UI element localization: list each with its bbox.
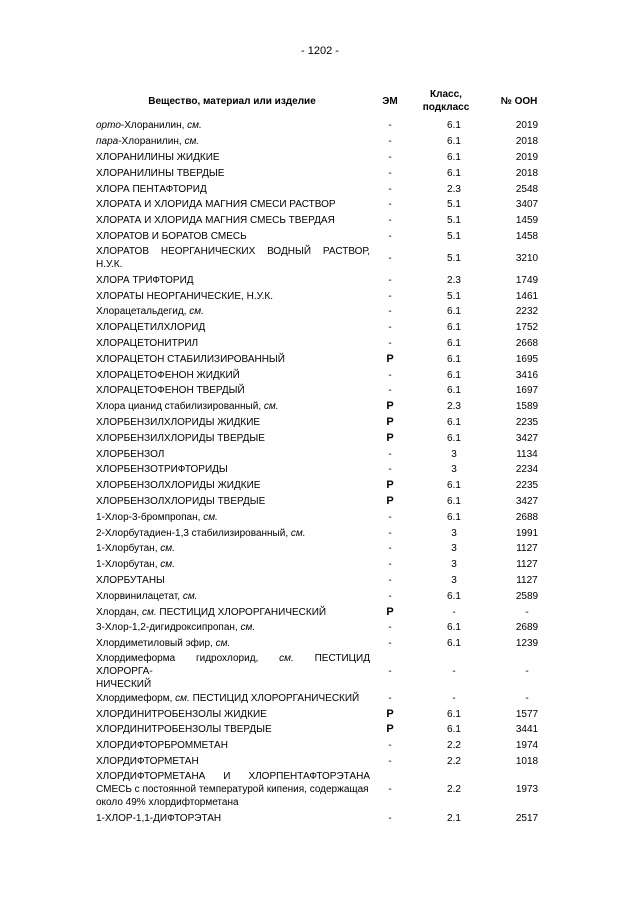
see-reference: см. [184,136,200,148]
un-number-cell: 3427 [515,432,539,444]
substance-name: ХЛОРБЕНЗОЛ [96,448,165,460]
class-cell: 6.1 [447,151,461,163]
header-class-line2: подкласс [422,102,470,113]
substance-name: ХЛОРБЕНЗИЛХЛОРИДЫ ТВЕРДЫЕ [96,432,265,444]
un-number-cell: 1458 [515,230,539,242]
substance-name-cell [96,738,374,754]
un-number-cell: - [525,692,529,704]
un-number-cell: - [525,606,529,618]
class-cell: 6.1 [447,120,461,132]
table-row [96,150,552,166]
class-cell: 6.1 [447,416,461,428]
em-cell: - [388,464,392,476]
table-row [96,118,552,134]
see-reference: см. [215,638,231,650]
un-number-cell: 3407 [515,199,539,211]
table-row [96,229,552,245]
em-cell: - [388,590,392,602]
substance-name: Хлора цианид стабилизированный, [96,401,264,413]
un-number-cell: 2235 [515,480,539,492]
table-row [96,691,552,707]
substance-name: 3-Хлор-1,2-дигидроксипропан, [96,622,241,634]
substance-name: Хлордимеформ, [96,692,176,704]
em-cell: - [388,740,392,752]
em-cell: - [388,274,392,286]
class-cell: 5.1 [447,199,461,211]
substance-name-cell [96,304,374,320]
substance-name: ХЛОРАЦЕТИЛХЛОРИД [96,322,206,334]
class-cell: 2.2 [447,740,461,752]
table-row [96,181,552,197]
un-number-cell: 3427 [515,495,539,507]
substance-name-cell [96,244,374,272]
see-reference: см. [203,511,218,523]
class-cell: 5.1 [447,290,461,302]
table-row [96,415,552,431]
substance-name: ХЛОРБЕНЗИЛХЛОРИДЫ ЖИДКИЕ [96,416,261,428]
table-row [96,288,552,304]
class-cell: 6.1 [447,622,461,634]
substance-name-cell [96,652,374,691]
em-cell: Р [386,707,394,720]
class-cell: 3 [451,574,457,586]
table-row [96,541,552,557]
em-cell: - [388,369,392,381]
substance-name: ХЛОРБЕНЗОЛХЛОРИДЫ ТВЕРДЫЕ [96,495,266,507]
substance-name-cell [96,134,374,150]
header-un: № ООН [500,95,538,107]
see-reference: см. [290,527,306,539]
substance-name-cell [96,525,374,541]
substance-name-cell [96,150,374,166]
un-number-cell: 1749 [515,274,539,286]
class-cell: 6.1 [447,432,461,444]
table-row [96,197,552,213]
un-number-cell: 1752 [515,322,539,334]
table-row [96,769,552,810]
em-cell: - [388,385,392,397]
un-number-cell: 2234 [515,464,539,476]
un-number-cell: 2589 [515,590,539,602]
table-row [96,706,552,722]
substance-name: ХЛОРДИФТОРМЕТАНА И ХЛОРПЕНТАФТОРЭТАНА [96,771,370,783]
class-cell: 6.1 [447,385,461,397]
un-number-cell: 1459 [515,215,539,227]
class-cell: 6.1 [447,495,461,507]
em-cell: - [388,322,392,334]
un-number-cell: 2235 [515,416,539,428]
substance-name: 1-ХЛОР-1,1-ДИФТОРЭТАН [96,812,222,824]
table-row [96,383,552,399]
class-cell: 2.1 [447,812,461,824]
class-cell: 6.1 [447,353,461,365]
substance-name-cell [96,213,374,229]
substance-name-cell [96,197,374,213]
substance-name-cell [96,288,374,304]
substance-name: ХЛОРАНИЛИНЫ ЖИДКИЕ [96,151,220,163]
un-number-cell: 3210 [515,252,539,264]
em-cell: - [388,784,392,796]
substance-name: 1-Хлорбутан, [96,559,161,571]
class-cell: 6.1 [447,511,461,523]
table-row [96,213,552,229]
class-cell: 6.1 [447,306,461,318]
un-number-cell: 2232 [515,306,539,318]
substance-name: ХЛОРАНИЛИНЫ ТВЕРДЫЕ [96,167,225,179]
substance-name-cell [96,272,374,288]
substance-name-cell [96,573,374,589]
un-number-cell: 1239 [515,638,539,650]
see-reference: см. [175,692,190,704]
un-number-cell: 2018 [515,167,539,179]
substance-name: ХЛОРДИНИТРОБЕНЗОЛЫ ЖИДКИЕ [96,708,267,720]
table-row [96,494,552,510]
substance-name: ХЛОРАЦЕТОФЕНОН ТВЕРДЫЙ [96,385,245,397]
substance-name-cell [96,636,374,652]
substance-name-cell [96,415,374,431]
em-cell: Р [386,494,394,507]
substance-name-cell [96,620,374,636]
un-number-cell: 2019 [515,151,539,163]
em-cell: - [388,136,392,148]
un-number-cell: 2018 [515,136,539,148]
em-cell: - [388,252,392,264]
em-cell: - [388,692,392,704]
table-row [96,165,552,181]
un-number-cell: - [525,665,529,677]
class-cell: 6.1 [447,708,461,720]
substance-name: 1-Хлор-3-бромпропан, [96,511,204,523]
class-cell: 6.1 [447,337,461,349]
substance-name: ХЛОРАЦЕТОН СТАБИЛИЗИРОВАННЫЙ [96,353,285,365]
see-reference: см. [160,559,175,571]
substance-name-cell [96,229,374,245]
table-row [96,244,552,272]
substance-name: 2-Хлорбутадиен-1,3 стабилизированный, [96,527,291,539]
substance-name-cell [96,722,374,738]
em-cell: - [388,543,392,555]
table-row [96,557,552,573]
substance-name: ХЛОРАЦЕТОНИТРИЛ [96,337,199,349]
table-row [96,525,552,541]
substance-table [96,84,552,826]
un-number-cell: 1695 [515,353,539,365]
table-row [96,722,552,738]
substance-name: ХЛОРБЕНЗОЛХЛОРИДЫ ЖИДКИЕ [96,480,261,492]
substance-name: ХЛОРДИФТОРМЕТАН [96,756,199,768]
substance-name-cell [96,769,374,810]
class-cell: 2.2 [447,784,461,796]
substance-name-cell [96,430,374,446]
substance-name-cell [96,691,374,707]
class-cell: 2.3 [447,183,461,195]
em-cell: - [388,448,392,460]
em-cell: - [388,527,392,539]
substance-name: ХЛОРБЕНЗОТРИФТОРИДЫ [96,464,228,476]
class-cell: 6.1 [447,638,461,650]
substance-name-cell [96,165,374,181]
em-cell: - [388,183,392,195]
class-cell: - [452,606,456,618]
substance-name-line3: около 49% хлордифторметана [96,797,239,809]
substance-name-cell [96,494,374,510]
un-number-cell: 2019 [515,120,539,132]
em-cell: - [388,290,392,302]
em-cell: - [388,559,392,571]
substance-name: ХЛОРБУТАНЫ [96,574,165,586]
substance-name-cell [96,604,374,620]
class-cell: - [452,665,456,677]
see-reference: см. [240,622,256,634]
em-cell: Р [386,431,394,444]
class-cell: 6.1 [447,136,461,148]
table-row [96,738,552,754]
em-cell: Р [386,605,394,618]
un-number-cell: 2517 [515,812,539,824]
substance-name-cell [96,383,374,399]
substance-name: ХЛОРДИФТОРБРОММЕТАН [96,740,228,752]
table-row [96,652,552,691]
em-cell: Р [386,479,394,492]
table-row [96,509,552,525]
table-row [96,754,552,770]
substance-name-cell [96,351,374,367]
table-row [96,272,552,288]
header-em: ЭМ [382,95,398,107]
em-cell: Р [386,723,394,736]
substance-name: ХЛОРАТОВ И БОРАТОВ СМЕСЬ [96,230,247,242]
table-row [96,462,552,478]
table-row [96,134,552,150]
substance-name: ХЛОРАЦЕТОФЕНОН ЖИДКИЙ [96,369,240,381]
substance-name-cell [96,399,374,415]
substance-name: ХЛОРАТА И ХЛОРИДА МАГНИЯ СМЕСЬ ТВЕРДАЯ [96,215,335,227]
un-number-cell: 1973 [515,784,539,796]
substance-name-tail: ПЕСТИЦИД ХЛОРОРГА- [96,652,370,677]
un-number-cell: 2668 [515,337,539,349]
em-cell: - [388,306,392,318]
un-number-cell: 1577 [515,708,539,720]
substance-name: ХЛОРА ТРИФТОРИД [96,274,194,286]
un-number-cell: 1974 [515,740,539,752]
table-row [96,573,552,589]
em-cell: - [388,574,392,586]
substance-name: ХЛОРА ПЕНТАФТОРИД [96,183,207,195]
table-row [96,604,552,620]
class-cell: 3 [451,527,457,539]
substance-name: Хлордимеформа гидрохлорид, [96,652,280,664]
substance-name-cell [96,118,374,134]
substance-name: Хлордиметиловый эфир, [96,638,216,650]
em-cell: - [388,665,392,677]
em-cell: - [388,511,392,523]
class-cell: 6.1 [447,322,461,334]
substance-name-cell [96,509,374,525]
un-number-cell: 1134 [516,448,538,460]
table-row [96,588,552,604]
un-number-cell: 1991 [515,527,539,539]
class-cell: 6.1 [447,480,461,492]
substance-name-cell [96,336,374,352]
table-row [96,367,552,383]
em-cell: Р [386,415,394,428]
substance-prefix: орто [96,120,121,132]
em-cell: - [388,199,392,211]
un-number-cell: 3441 [515,724,539,736]
substance-name: ХЛОРАТЫ НЕОРГАНИЧЕСКИЕ, Н.У.К. [96,290,274,302]
class-cell: 6.1 [447,590,461,602]
substance-name: Хлорацетальдегид, [96,306,190,318]
table-row [96,810,552,826]
un-number-cell: 3416 [515,369,539,381]
substance-name-line2: СМЕСЬ с постоянной температурой кипения, содержащая [96,784,369,796]
substance-name: Хлорвинилацетат, [96,590,183,602]
substance-name-cell [96,446,374,462]
header-substance: Вещество, материал или изделие [148,95,316,107]
em-cell: - [388,812,392,824]
substance-name-cell [96,367,374,383]
class-cell: 5.1 [447,252,461,264]
un-number-cell: 2689 [515,622,539,634]
table-row [96,399,552,415]
class-cell: 3 [451,448,457,460]
substance-name: ХЛОРАТА И ХЛОРИДА МАГНИЯ СМЕСИ РАСТВОР [96,199,336,211]
substance-name-cell [96,541,374,557]
table-row [96,430,552,446]
class-cell: 2.3 [447,274,461,286]
em-cell: Р [386,352,394,365]
header-class-line1: Класс, [430,89,462,100]
table-row [96,336,552,352]
see-reference: см. [182,590,198,602]
un-number-cell: 2548 [515,183,539,195]
see-reference: см. [142,606,157,618]
see-reference: см. [189,306,204,318]
see-reference: см. [187,120,202,132]
substance-name-cell [96,462,374,478]
un-number-cell: 1018 [515,756,539,768]
un-number-cell: 1461 [515,290,539,302]
see-reference: см. [279,652,294,664]
substance-name-cell [96,706,374,722]
un-number-cell: 1127 [516,559,538,571]
table-header-row [96,84,552,118]
em-cell: - [388,215,392,227]
table-row [96,446,552,462]
substance-name-line2: НИЧЕСКИЙ [96,678,152,690]
substance-name-cell [96,754,374,770]
substance-name-cell [96,810,374,826]
un-number-cell: 1127 [516,543,538,555]
table-row [96,304,552,320]
em-cell: - [388,622,392,634]
substance-name-cell [96,478,374,494]
class-cell: 5.1 [447,215,461,227]
substance-name: 1-Хлорбутан, [96,543,161,555]
substance-name: ХЛОРДИНИТРОБЕНЗОЛЫ ТВЕРДЫЕ [96,724,272,736]
table-row [96,478,552,494]
substance-prefix: пара [96,136,119,148]
un-number-cell: 1589 [515,401,539,413]
substance-name-tail: ПЕСТИЦИД ХЛОРОРГАНИЧЕСКИЙ [189,692,360,704]
substance-name: Хлордан, [96,606,142,618]
see-reference: см. [263,401,279,413]
header-class [406,84,486,118]
see-reference: см. [160,543,175,555]
page-number: - 1202 - [301,45,339,57]
em-cell: - [388,337,392,349]
em-cell: Р [386,400,394,413]
table-row [96,620,552,636]
em-cell: - [388,167,392,179]
class-cell: 6.1 [447,167,461,179]
class-cell: - [452,692,456,704]
substance-name: -Хлоранилин, [120,120,188,132]
substance-name-cell [96,320,374,336]
substance-name: -Хлоранилин, [118,136,185,148]
class-cell: 3 [451,464,457,476]
class-cell: 2.3 [447,401,461,413]
substance-name-cell [96,181,374,197]
class-cell: 3 [451,543,457,555]
em-cell: - [388,756,392,768]
class-cell: 5.1 [447,230,461,242]
table-row [96,320,552,336]
un-number-cell: 2688 [515,511,539,523]
class-cell: 6.1 [447,369,461,381]
un-number-cell: 1127 [516,574,538,586]
table-row [96,636,552,652]
table-row [96,351,552,367]
class-cell: 6.1 [447,724,461,736]
substance-name-cell [96,557,374,573]
substance-name-line2: Н.У.К. [96,259,123,271]
em-cell: - [388,151,392,163]
substance-name-tail: ПЕСТИЦИД ХЛОРОРГАНИЧЕСКИЙ [156,606,327,618]
class-cell: 3 [451,559,457,571]
em-cell: - [388,638,392,650]
substance-name: ХЛОРАТОВ НЕОРГАНИЧЕСКИХ ВОДНЫЙ РАСТВОР, [96,246,370,258]
em-cell: - [388,120,392,132]
substance-name-cell [96,588,374,604]
class-cell: 2.2 [447,756,461,768]
un-number-cell: 1697 [515,385,539,397]
em-cell: - [388,230,392,242]
